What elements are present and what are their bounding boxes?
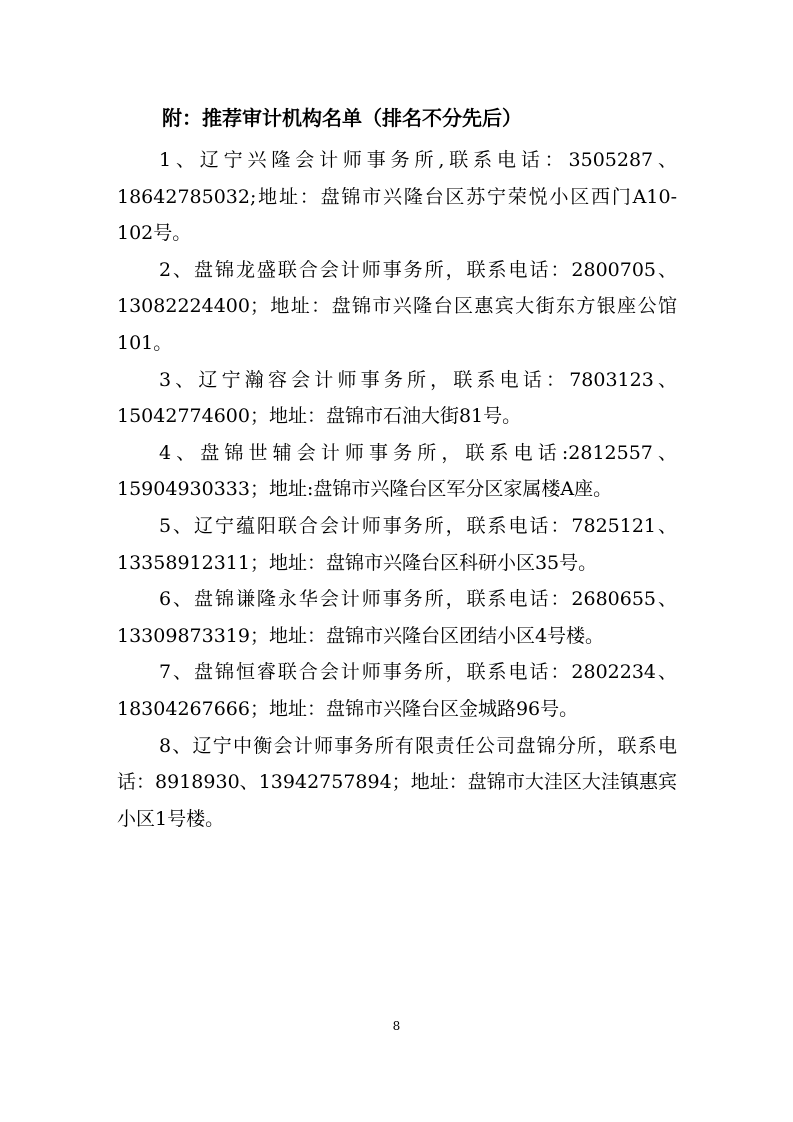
list-item: 5、辽宁蕴阳联合会计师事务所，联系电话：7825121、13358912311；地址：盘锦市兴隆台区科研小区35号。 [117,514,677,574]
list-item: 3、辽宁瀚容会计师事务所，联系电话：7803123、15042774600；地址：盘锦市石油大街81号。 [117,368,677,428]
list-item: 8、辽宁中衡会计师事务所有限责任公司盘锦分所，联系电话：8918930、13942757894；地址：盘锦市大洼区大洼镇惠宾小区1号楼。 [117,734,677,830]
page-number: 8 [392,1019,401,1033]
document-title: 附：推荐审计机构名单（排名不分先后） [162,106,522,130]
audit-firm-list [117,142,677,837]
list-item: 4、盘锦世辅会计师事务所，联系电话:2812557、15904930333；地址:盘锦市兴隆台区军分区家属楼A座。 [117,441,677,501]
list-item: 2、盘锦龙盛联合会计师事务所，联系电话：2800705、13082224400；地址：盘锦市兴隆台区惠宾大街东方银座公馆101。 [117,258,677,354]
list-item: 6、盘锦谦隆永华会计师事务所，联系电话：2680655、13309873319；地址：盘锦市兴隆台区团结小区4号楼。 [117,588,677,647]
list-item: 7、盘锦恒睿联合会计师事务所，联系电话：2802234、18304267666；地址：盘锦市兴隆台区金城路96号。 [117,661,677,720]
list-item: 1、辽宁兴隆会计师事务所,联系电话：3505287、18642785032;地址：盘锦市兴隆台区苏宁荣悦小区西门A10-102号。 [117,149,677,245]
